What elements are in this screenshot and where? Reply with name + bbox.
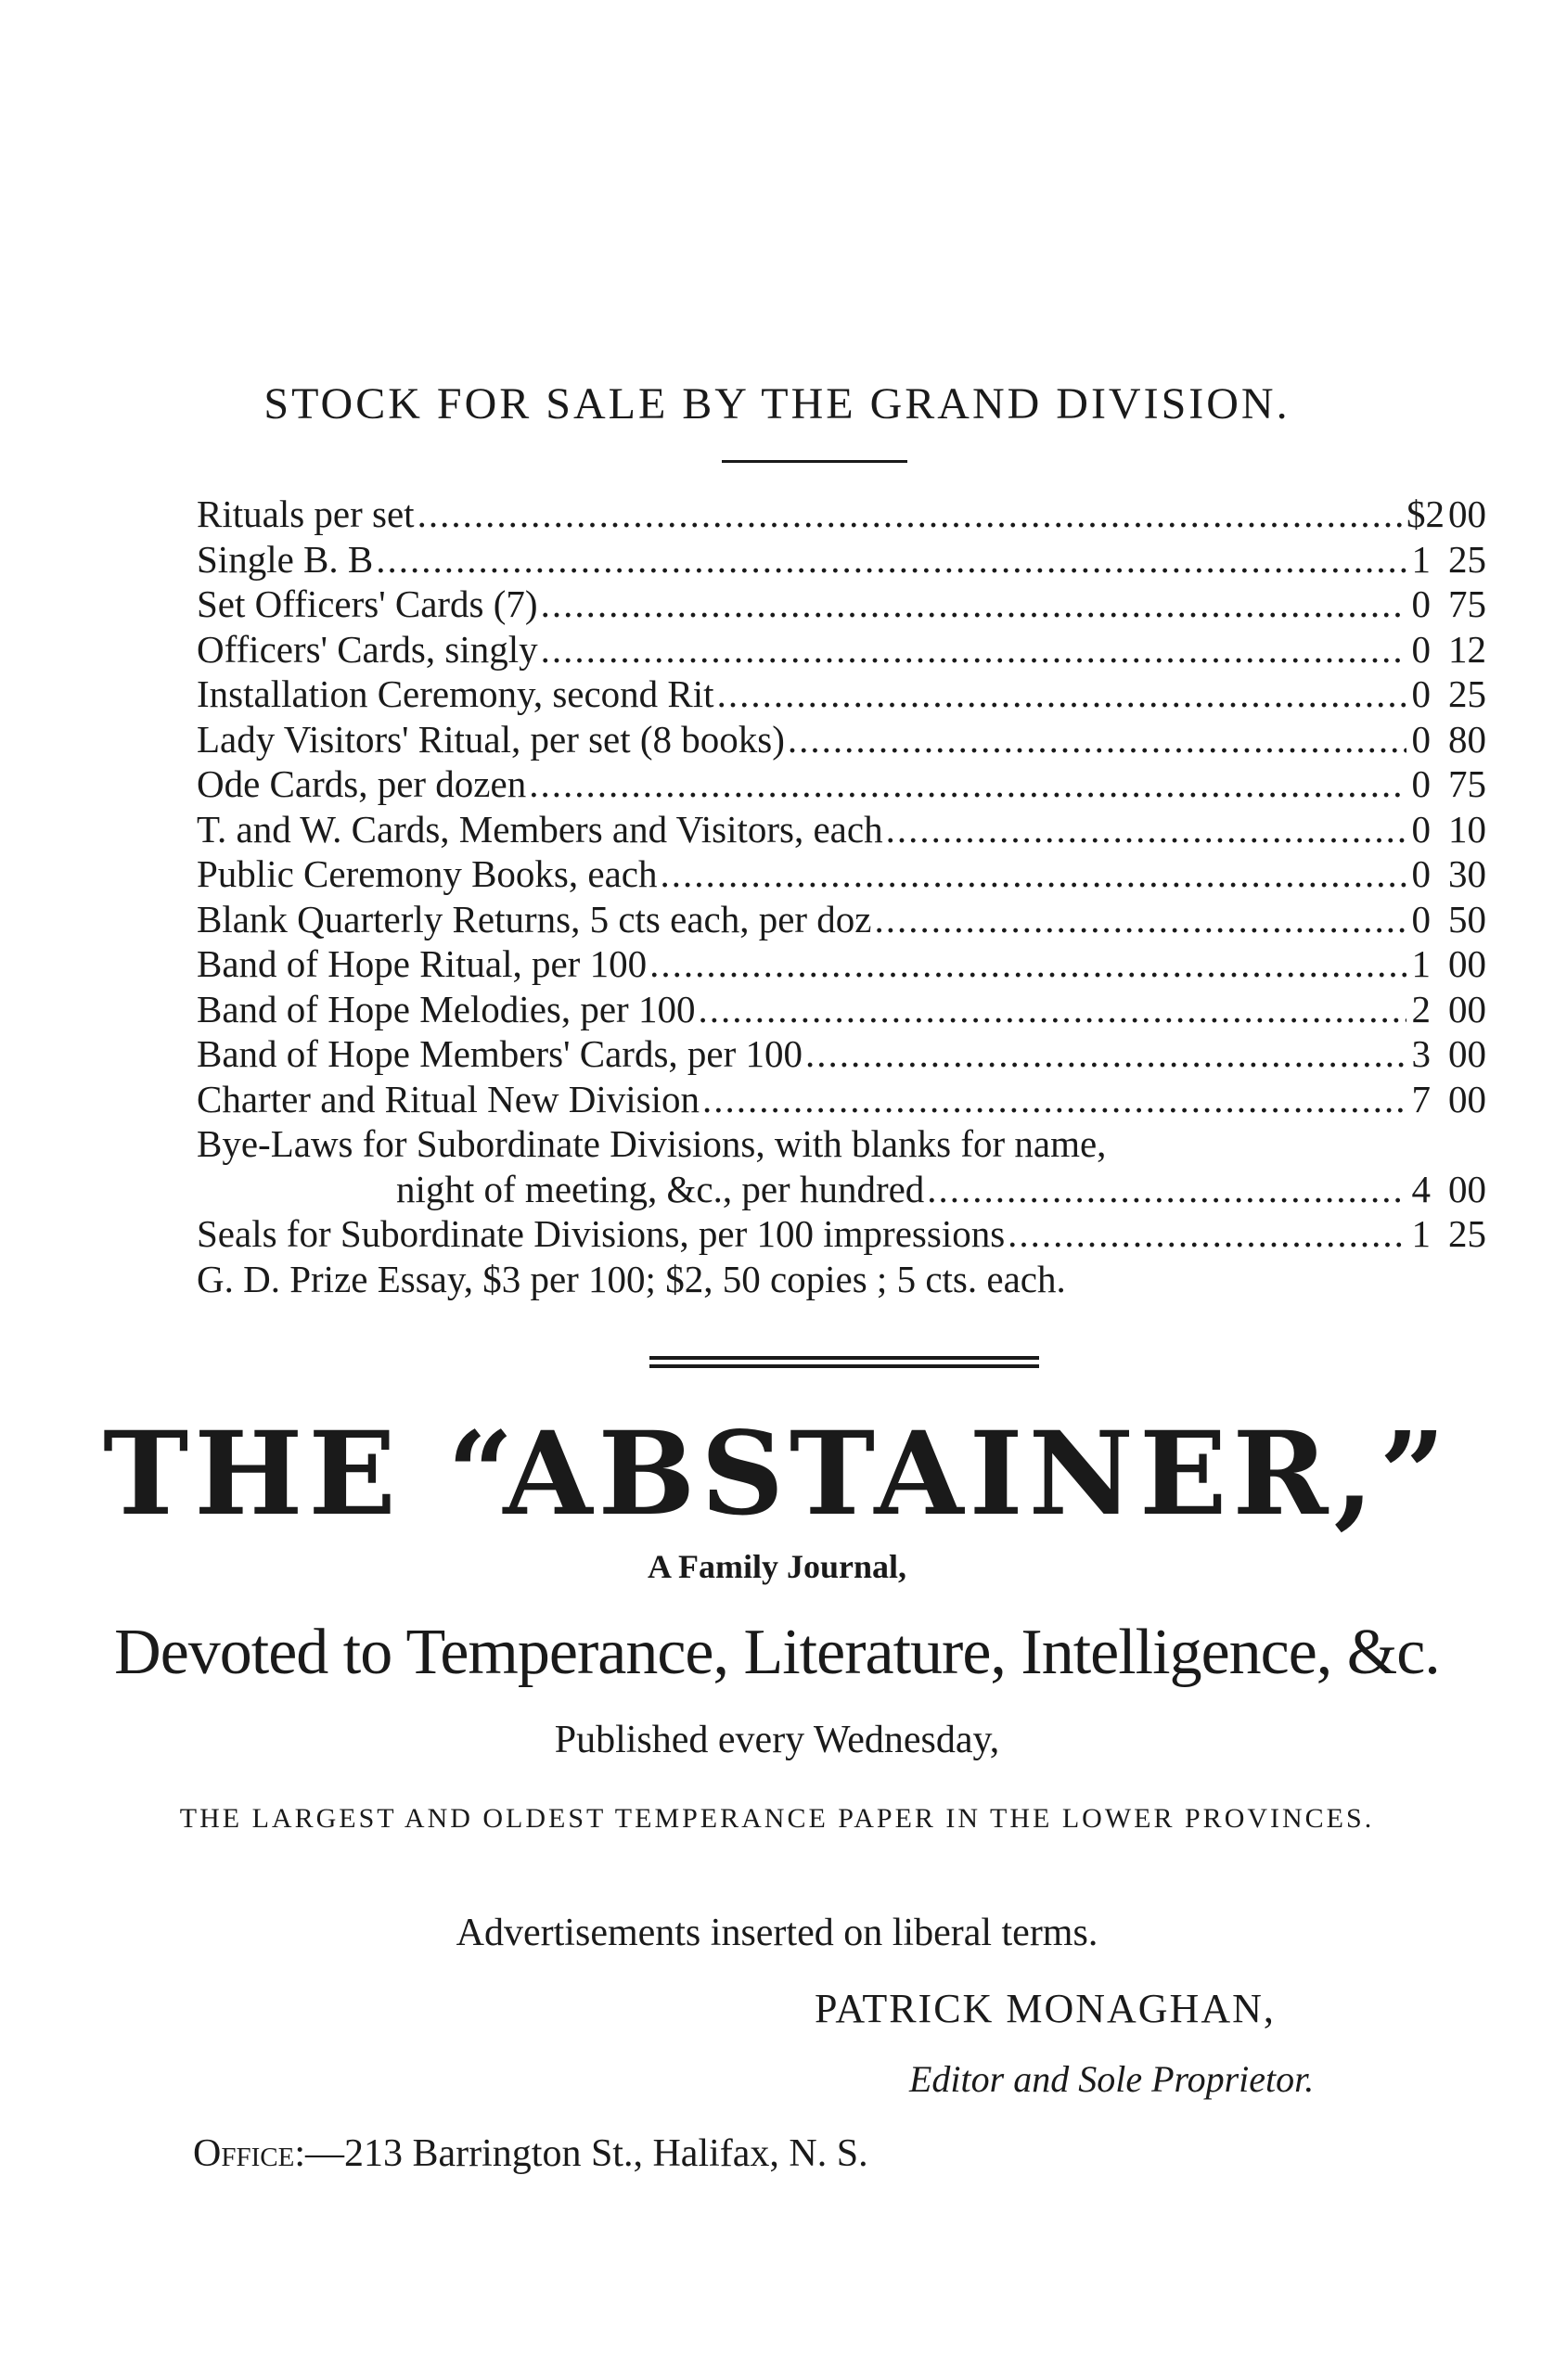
- dot-leader: [924, 1167, 1406, 1210]
- item-label: Public Ceremony Books, each: [197, 852, 658, 895]
- dot-leader: [700, 1077, 1406, 1120]
- price-row: [197, 1077, 1486, 1122]
- dot-leader: [1005, 1211, 1406, 1255]
- stock-section-title: STOCK FOR SALE BY THE GRAND DIVISION.: [263, 379, 1291, 429]
- office-label: Office: [193, 2132, 295, 2175]
- journal-tagline: Devoted to Temperance, Literature, Intelligence, &c.: [114, 1617, 1440, 1688]
- dot-leader: [538, 582, 1406, 625]
- price-row: [197, 717, 1486, 762]
- item-cents: 00: [1448, 493, 1486, 535]
- publisher-role: Editor and Sole Proprietor.: [909, 2058, 1315, 2100]
- item-dollars: $2: [1406, 493, 1445, 535]
- item-label: Band of Hope Ritual, per 100: [197, 942, 648, 985]
- dot-leader: [647, 941, 1406, 985]
- item-label: Ode Cards, per dozen: [197, 762, 527, 805]
- item-label: Band of Hope Members' Cards, per 100: [197, 1032, 803, 1075]
- prize-essay-line: G. D. Prize Essay, $3 per 100; $2, 50 copies ; 5 cts. each.: [197, 1257, 1066, 1300]
- price-row: [197, 1211, 1486, 1257]
- bye-laws-line: Bye-Laws for Subordinate Divisions, with blanks for name,: [197, 1122, 1107, 1165]
- item-dollars: 1: [1411, 537, 1431, 581]
- item-cents: 25: [1448, 672, 1486, 715]
- item-label: Band of Hope Melodies, per 100: [197, 987, 696, 1030]
- item-dollars: 3: [1411, 1032, 1431, 1075]
- item-dollars: 7: [1411, 1077, 1431, 1120]
- item-label: Lady Visitors' Ritual, per set (8 books): [197, 717, 785, 761]
- section-divider: [649, 1356, 1039, 1368]
- item-cents: 75: [1448, 582, 1486, 625]
- dot-leader: [526, 761, 1406, 805]
- publication-schedule: Published every Wednesday,: [554, 1719, 1000, 1761]
- item-cents: 00: [1448, 1032, 1486, 1075]
- price-row: [197, 627, 1486, 672]
- journal-subtitle: A Family Journal,: [647, 1548, 907, 1585]
- item-dollars: 0: [1411, 807, 1431, 851]
- item-cents: 00: [1448, 1077, 1486, 1120]
- item-label: Seals for Subordinate Divisions, per 100 impressions: [197, 1212, 1006, 1255]
- item-label: Charter and Ritual New Division: [197, 1077, 700, 1120]
- item-cents: 25: [1448, 1212, 1486, 1255]
- title-rule: [722, 460, 907, 463]
- price-row: [197, 537, 1486, 582]
- price-row: [197, 1167, 1486, 1212]
- item-label: Blank Quarterly Returns, 5 cts each, per doz: [197, 897, 872, 940]
- dot-leader: [883, 807, 1406, 851]
- item-label: Single B. B: [197, 537, 374, 581]
- item-dollars: 1: [1411, 942, 1431, 985]
- price-list: [197, 492, 1486, 1301]
- item-dollars: 4: [1411, 1167, 1431, 1210]
- item-dollars: 2: [1411, 987, 1431, 1030]
- item-cents: 30: [1448, 852, 1486, 895]
- item-cents: 10: [1448, 807, 1486, 851]
- item-dollars: 0: [1411, 672, 1431, 715]
- item-dollars: 0: [1411, 582, 1431, 625]
- item-cents: 00: [1448, 987, 1486, 1030]
- item-cents: 25: [1448, 537, 1486, 581]
- dot-leader: [415, 492, 1406, 535]
- item-cents: 50: [1448, 897, 1486, 940]
- item-label: night of meeting, &c., per hundred: [396, 1167, 925, 1210]
- item-dollars: 0: [1411, 897, 1431, 940]
- item-cents: 00: [1448, 1167, 1486, 1210]
- item-label: Rituals per set: [197, 493, 415, 535]
- dot-leader: [785, 717, 1406, 761]
- item-dollars: 0: [1411, 717, 1431, 761]
- price-row: [197, 582, 1486, 627]
- price-row: [197, 672, 1486, 717]
- journal-masthead: THE “ABSTAINER,”: [102, 1407, 1452, 1542]
- dot-leader: [695, 987, 1406, 1030]
- dot-leader: [538, 627, 1406, 671]
- item-label: Set Officers' Cards (7): [197, 582, 538, 625]
- price-row: [197, 807, 1486, 852]
- dot-leader: [714, 672, 1406, 715]
- item-cents: 75: [1448, 762, 1486, 805]
- item-dollars: 0: [1411, 627, 1431, 671]
- price-row: [197, 987, 1486, 1032]
- price-row: [197, 492, 1486, 537]
- dot-leader: [657, 851, 1406, 895]
- publisher-name: PATRICK MONAGHAN,: [815, 1986, 1276, 2031]
- dot-leader: [803, 1031, 1406, 1075]
- item-cents: 12: [1448, 627, 1486, 671]
- item-dollars: 1: [1411, 1212, 1431, 1255]
- item-label: T. and W. Cards, Members and Visitors, each: [197, 807, 883, 851]
- price-row: [197, 851, 1486, 897]
- dot-leader: [872, 897, 1406, 940]
- item-label: Installation Ceremony, second Rit: [197, 672, 714, 715]
- office-address: :—213 Barrington St., Halifax, N. S.: [294, 2132, 868, 2175]
- price-row: [197, 941, 1486, 987]
- office-address-line: [193, 2131, 868, 2176]
- price-row: [197, 897, 1486, 942]
- advertising-note: Advertisements inserted on liberal terms.: [456, 1912, 1098, 1954]
- item-label: Officers' Cards, singly: [197, 627, 538, 671]
- item-dollars: 0: [1411, 762, 1431, 805]
- journal-claim: THE LARGEST AND OLDEST TEMPERANCE PAPER IN THE LOWER PROVINCES.: [179, 1803, 1375, 1834]
- item-dollars: 0: [1411, 852, 1431, 895]
- price-row: [197, 1031, 1486, 1077]
- item-cents: 00: [1448, 942, 1486, 985]
- price-row: [197, 761, 1486, 807]
- dot-leader: [373, 537, 1406, 581]
- item-cents: 80: [1448, 717, 1486, 761]
